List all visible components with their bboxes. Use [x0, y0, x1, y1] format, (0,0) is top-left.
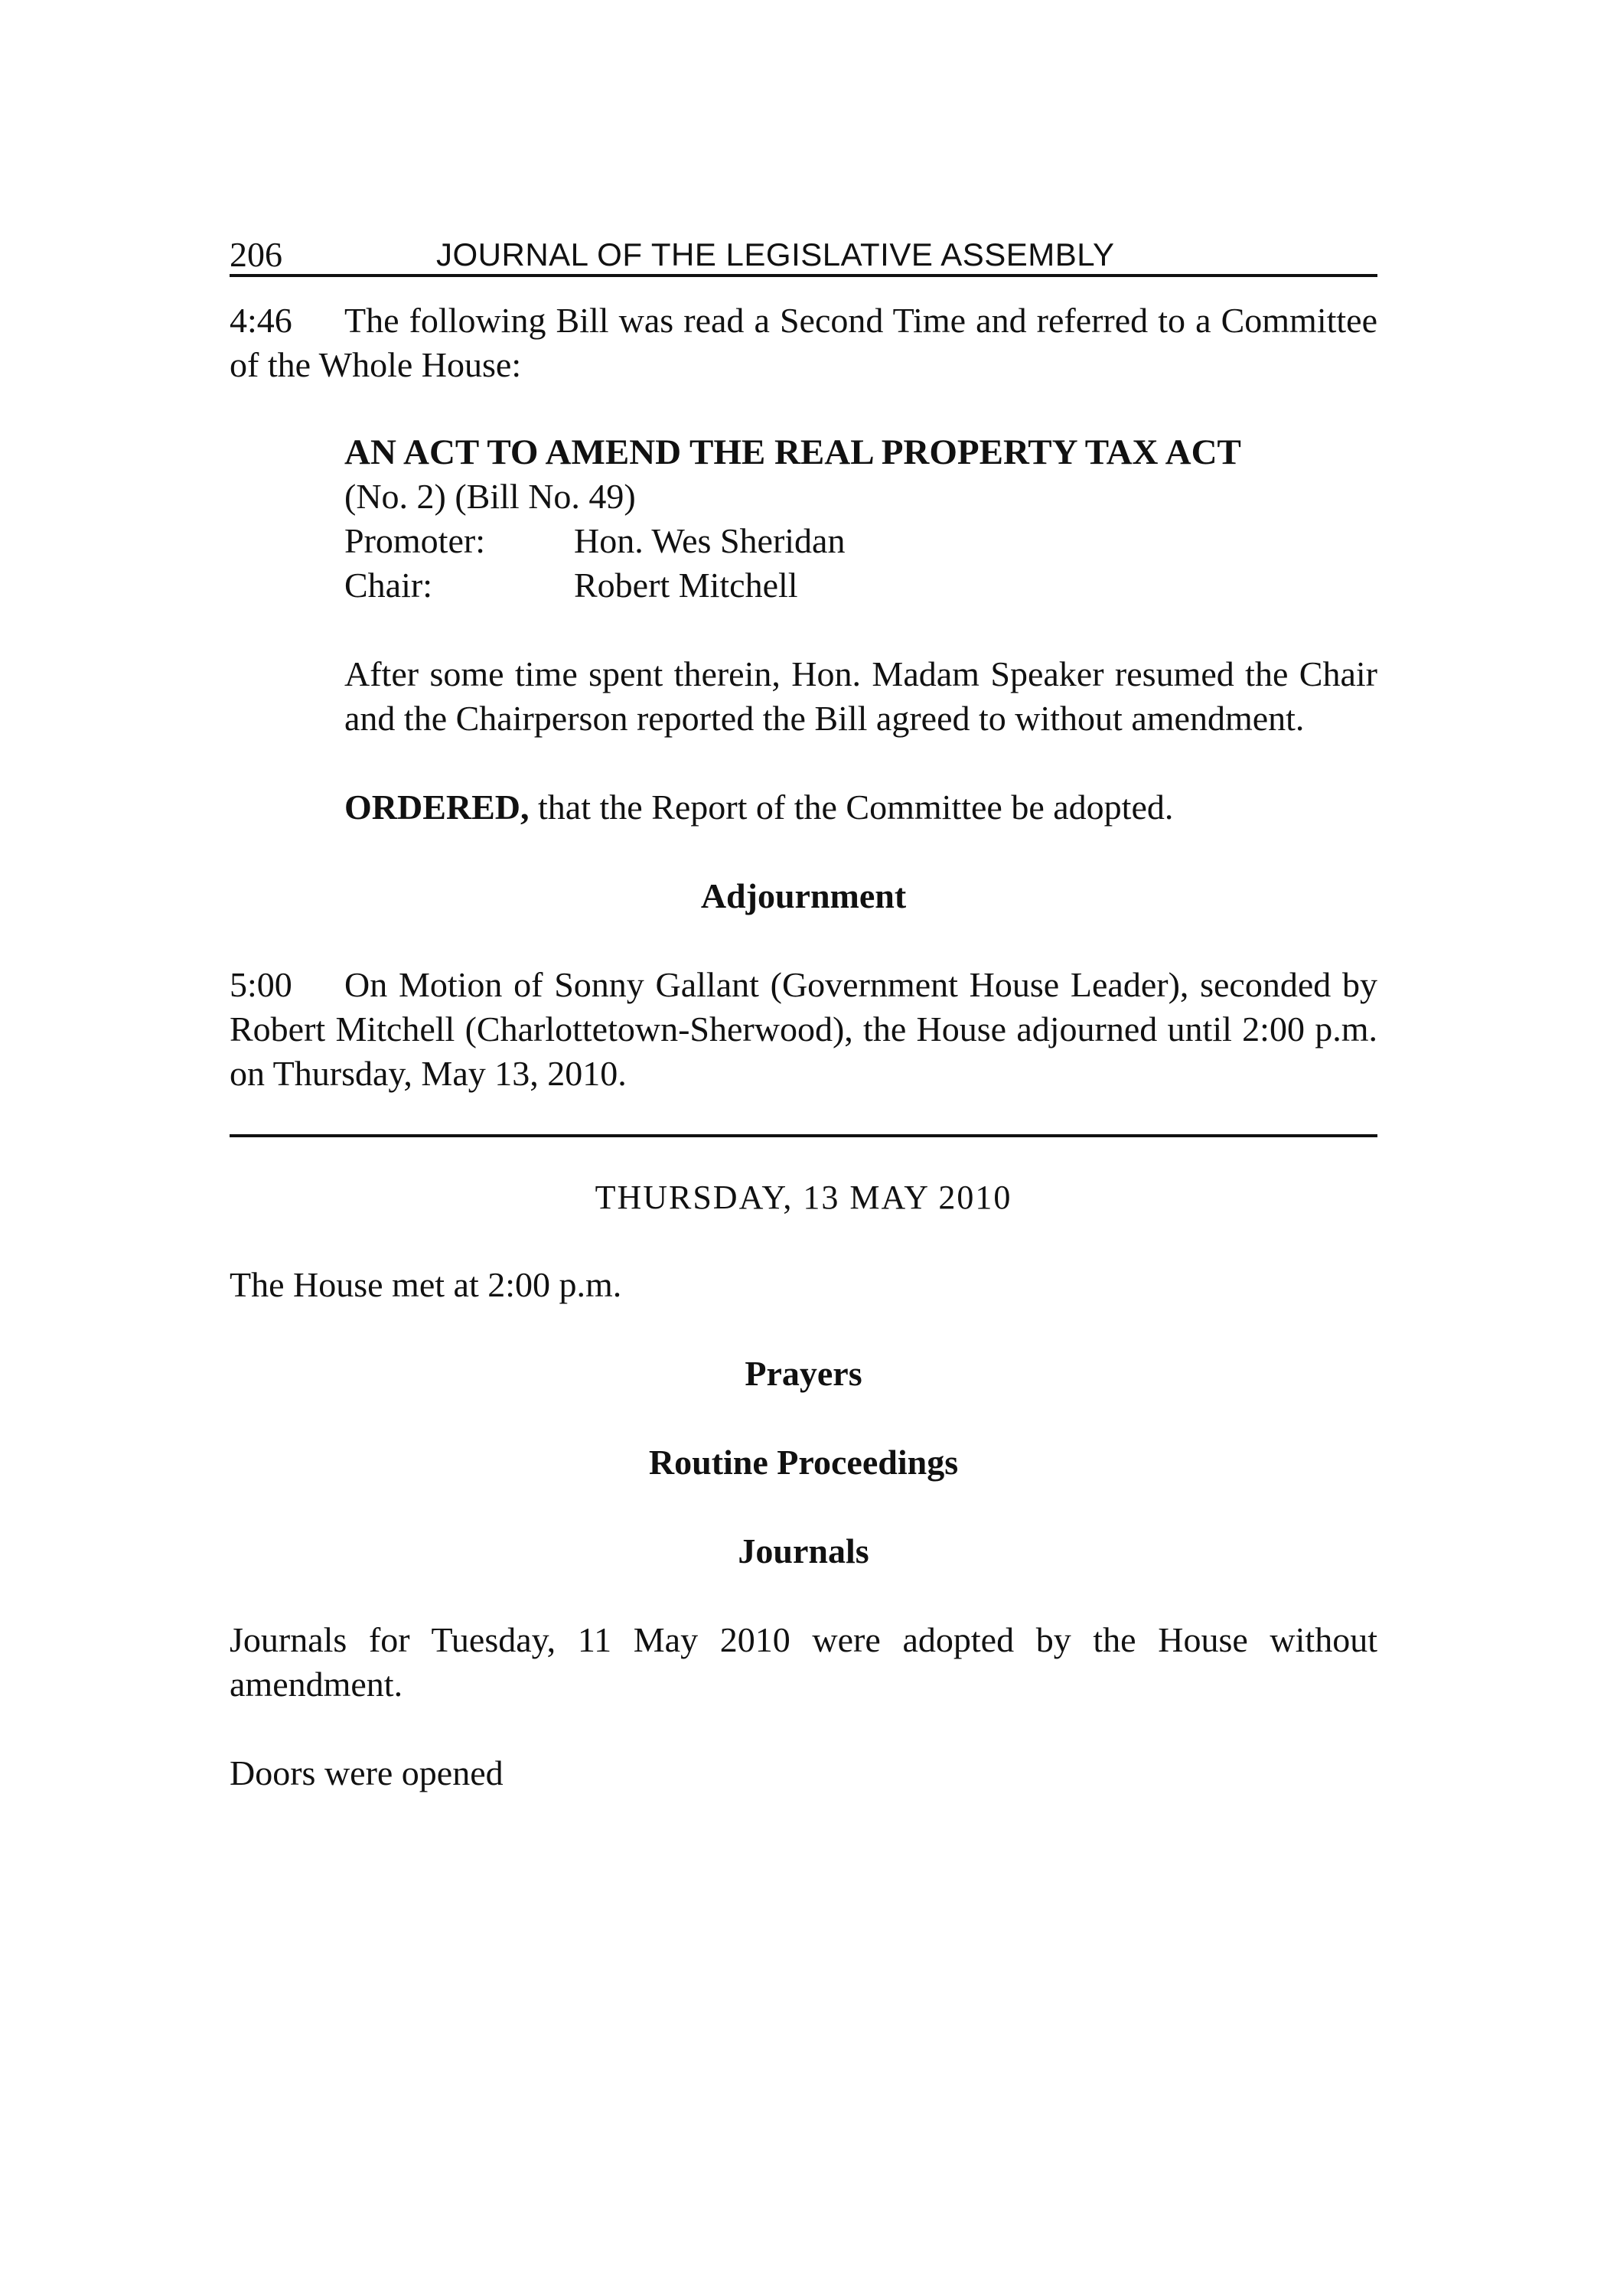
bill-promoter-row	[344, 519, 1377, 563]
adjournment-text: On Motion of Sonny Gallant (Government House Leader), seconded by Robert Mitchell (Charlottetown-Sherwood), the House adjourned until 2:00 p.m. on Thursday, May 13, 2010.	[230, 965, 1377, 1093]
journals-heading: Journals	[738, 1531, 869, 1570]
chair-label: Chair:	[344, 566, 432, 605]
running-header	[230, 230, 1377, 277]
adjournment-time: 5:00	[230, 965, 292, 1004]
bill-reading-paragraph	[230, 298, 1377, 387]
section-divider	[230, 1134, 1377, 1137]
chair-name: Robert Mitchell	[574, 566, 798, 605]
adjournment-heading: Adjournment	[700, 876, 907, 915]
bill-block	[344, 430, 1377, 830]
promoter-label: Promoter:	[344, 521, 485, 560]
journals-paragraph: Journals for Tuesday, 11 May 2010 were adopted by the House without amendment.	[230, 1620, 1377, 1704]
bill-title: AN ACT TO AMEND THE REAL PROPERTY TAX ACT	[344, 432, 1241, 472]
prayers-heading: Prayers	[745, 1354, 862, 1393]
page-number: 206	[230, 235, 282, 274]
bill-reading-text: The following Bill was read a Second Time and referred to a Committee of the Whole House:	[230, 301, 1377, 384]
sitting-date: THURSDAY, 13 MAY 2010	[595, 1179, 1012, 1216]
ordered-paragraph	[344, 785, 1377, 830]
bill-reading-time: 4:46	[230, 301, 292, 340]
ordered-label: ORDERED,	[344, 788, 530, 827]
routine-proceedings-heading: Routine Proceedings	[648, 1443, 959, 1482]
committee-report-paragraph: After some time spent therein, Hon. Madam Speaker resumed the Chair and the Chairperson reported the Bill agreed to without amendment.	[344, 654, 1377, 738]
adjournment-paragraph	[230, 963, 1377, 1096]
bill-number: (No. 2) (Bill No. 49)	[344, 477, 636, 516]
journal-title: JOURNAL OF THE LEGISLATIVE ASSEMBLY	[436, 236, 1115, 272]
promoter-name: Hon. Wes Sheridan	[574, 521, 846, 560]
house-met-paragraph: The House met at 2:00 p.m.	[230, 1265, 622, 1304]
bill-chair-row	[344, 563, 1377, 608]
journal-page	[230, 230, 1377, 1795]
ordered-text: that the Report of the Committee be adopted.	[529, 788, 1174, 827]
doors-paragraph: Doors were opened	[230, 1753, 504, 1792]
